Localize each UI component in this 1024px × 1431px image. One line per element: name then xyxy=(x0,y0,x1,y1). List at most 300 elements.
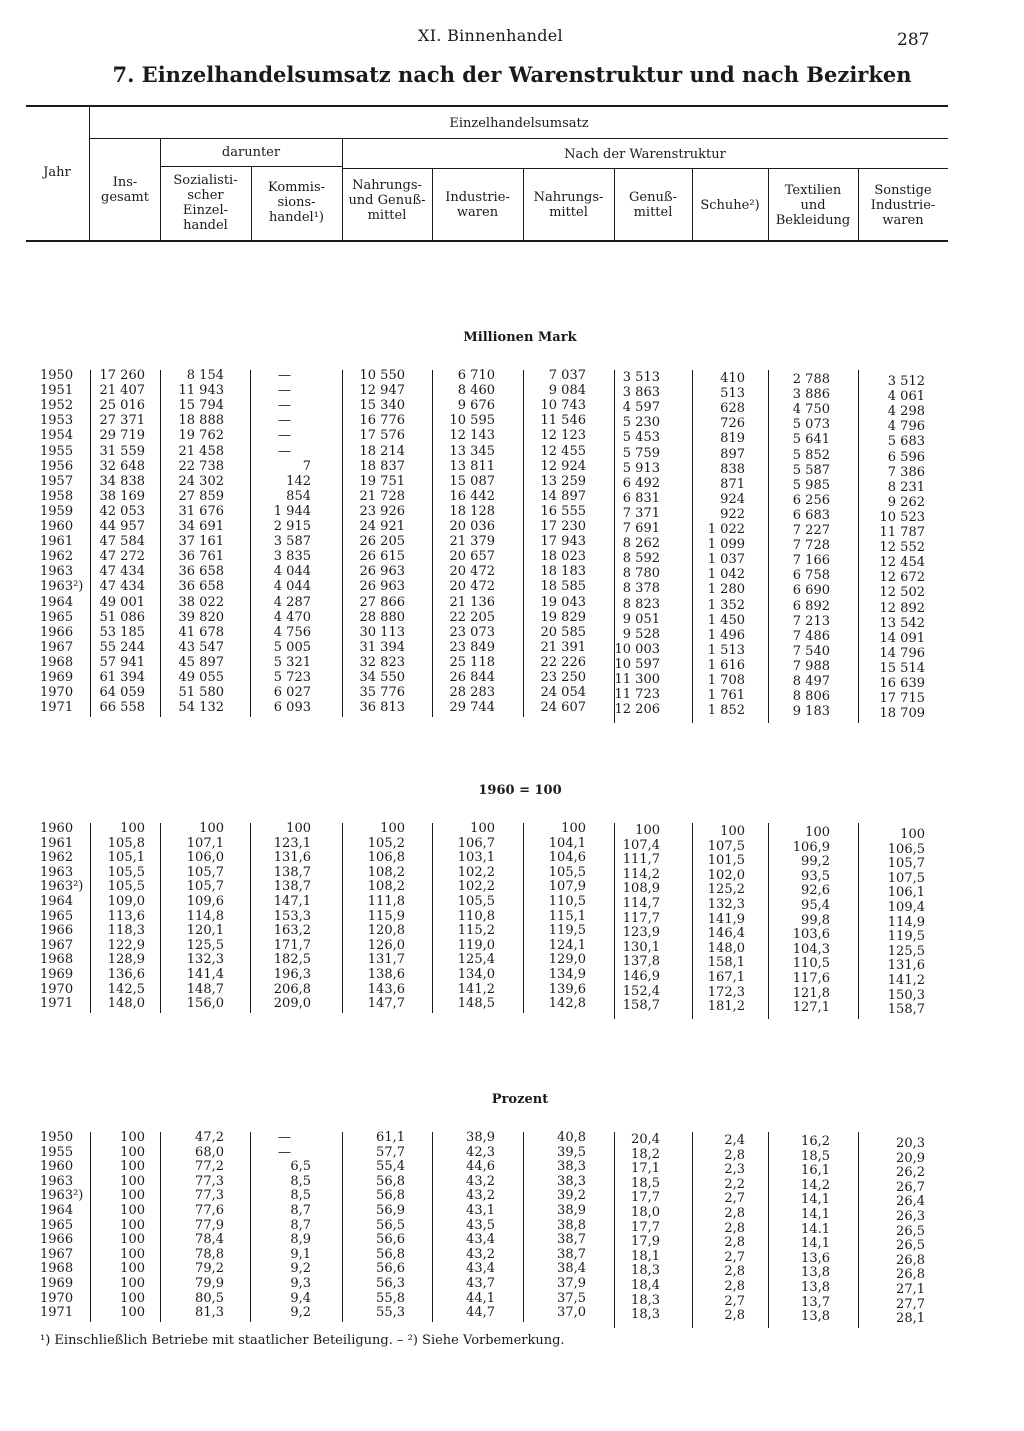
value-cell-nahrungsmittel: 124,1 xyxy=(548,937,586,953)
year-cell: 1951 xyxy=(40,383,74,399)
value-cell-sonstige-industriewaren: 4 298 xyxy=(887,404,925,420)
value-cell-kommissionshandel: 8,9 xyxy=(290,1232,311,1248)
value-cell-textilien-bekleidung: 110,5 xyxy=(792,956,830,972)
col-header-sozialistischer-einzelhandel: Sozialisti- scher Einzel- handel xyxy=(173,173,238,233)
value-cell-sozialistischer-einzelhandel: 8 154 xyxy=(186,368,224,383)
value-cell-schuhe: 2,8 xyxy=(724,1206,745,1221)
value-cell-schuhe: 1 022 xyxy=(707,522,745,537)
value-cell-schuhe: 628 xyxy=(720,401,745,417)
col-header-kommissionshandel: Kommis- sions- handel¹) xyxy=(267,179,326,225)
value-cell-genussmittel: 11 300 xyxy=(614,672,660,687)
value-cell-nahrungs-und-genussmittel: 17 576 xyxy=(359,428,405,444)
value-cell-industriewaren: 44,7 xyxy=(466,1305,495,1321)
value-cell-sozialistischer-einzelhandel: 79,9 xyxy=(195,1276,224,1291)
value-cell-sonstige-industriewaren: 27,7 xyxy=(896,1296,925,1312)
value-cell-sonstige-industriewaren: 7 386 xyxy=(887,464,925,480)
value-cell-industriewaren: 25 118 xyxy=(449,654,495,670)
value-cell-schuhe: 1 042 xyxy=(707,567,745,583)
value-cell-schuhe: 2,7 xyxy=(724,1293,745,1309)
value-cell-textilien-bekleidung: 3 886 xyxy=(792,387,830,403)
header-bottom-rule xyxy=(26,240,948,242)
value-cell-industriewaren: 43,2 xyxy=(466,1188,495,1204)
value-cell-kommissionshandel: 138,7 xyxy=(273,879,311,895)
value-cell-nahrungs-und-genussmittel: 15 340 xyxy=(359,398,405,414)
value-cell-nahrungs-und-genussmittel: 56,9 xyxy=(376,1203,405,1218)
value-cell-sozialistischer-einzelhandel: 81,3 xyxy=(195,1305,224,1321)
value-cell-nahrungs-und-genussmittel: 19 751 xyxy=(359,473,405,489)
value-cell-textilien-bekleidung: 13,7 xyxy=(801,1294,830,1310)
value-cell-nahrungs-und-genussmittel: 56,6 xyxy=(376,1261,405,1277)
value-cell-insgesamt: 128,9 xyxy=(107,952,145,968)
value-cell-sonstige-industriewaren: 27,1 xyxy=(896,1282,925,1297)
value-cell-insgesamt: 100 xyxy=(120,1290,145,1306)
year-cell: 1970 xyxy=(40,981,74,997)
value-cell-nahrungsmittel: 21 391 xyxy=(540,639,586,655)
value-cell-kommissionshandel: — xyxy=(278,398,291,414)
header-einzelhandelsumsatz: Einzelhandelsumsatz xyxy=(449,115,589,131)
value-cell-textilien-bekleidung: 2 788 xyxy=(792,372,830,387)
value-cell-nahrungs-und-genussmittel: 26 205 xyxy=(359,534,405,550)
value-cell-genussmittel: 7 371 xyxy=(622,505,660,521)
value-cell-nahrungs-und-genussmittel: 143,6 xyxy=(367,981,405,997)
value-cell-sonstige-industriewaren: 8 231 xyxy=(887,479,925,495)
value-cell-sonstige-industriewaren: 12 672 xyxy=(879,570,925,586)
value-cell-nahrungsmittel: 38,7 xyxy=(557,1232,586,1248)
value-cell-nahrungs-und-genussmittel: 131,7 xyxy=(367,952,405,968)
value-cell-schuhe: 410 xyxy=(720,371,745,386)
value-cell-kommissionshandel: 171,7 xyxy=(273,937,311,953)
value-cell-industriewaren: 26 844 xyxy=(449,670,495,685)
value-cell-genussmittel: 9 051 xyxy=(622,611,660,627)
value-cell-industriewaren: 20 472 xyxy=(449,579,495,595)
value-cell-sozialistischer-einzelhandel: 68,0 xyxy=(195,1144,224,1160)
value-cell-genussmittel: 18,4 xyxy=(631,1278,660,1293)
value-cell-sozialistischer-einzelhandel: 156,0 xyxy=(186,996,224,1012)
year-cell: 1969 xyxy=(40,967,74,982)
value-cell-sonstige-industriewaren: 14 796 xyxy=(879,645,925,661)
value-cell-sozialistischer-einzelhandel: 36 761 xyxy=(178,549,224,565)
value-cell-insgesamt: 122,9 xyxy=(107,937,145,953)
value-cell-schuhe: 148,0 xyxy=(707,940,745,956)
value-cell-textilien-bekleidung: 106,9 xyxy=(792,839,830,855)
value-cell-schuhe: 2,3 xyxy=(724,1162,745,1178)
value-cell-textilien-bekleidung: 14,1 xyxy=(801,1192,830,1208)
value-cell-schuhe: 2,8 xyxy=(724,1235,745,1251)
value-cell-sonstige-industriewaren: 11 787 xyxy=(879,525,925,540)
value-cell-kommissionshandel: 196,3 xyxy=(273,967,311,982)
value-cell-industriewaren: 43,4 xyxy=(466,1261,495,1277)
value-cell-insgesamt: 66 558 xyxy=(99,700,145,716)
year-cell: 1968 xyxy=(40,952,74,968)
value-cell-kommissionshandel: 9,2 xyxy=(290,1305,311,1321)
year-cell: 1950 xyxy=(40,368,74,383)
value-cell-sonstige-industriewaren: 20,9 xyxy=(896,1150,925,1166)
value-cell-sonstige-industriewaren: 20,3 xyxy=(896,1136,925,1151)
value-cell-nahrungs-und-genussmittel: 56,3 xyxy=(376,1276,405,1291)
value-cell-sonstige-industriewaren: 114,9 xyxy=(887,914,925,930)
year-cell: 1967 xyxy=(40,937,74,953)
value-cell-sonstige-industriewaren: 4 796 xyxy=(887,419,925,435)
value-cell-kommissionshandel: 9,1 xyxy=(290,1246,311,1262)
value-cell-kommissionshandel: 182,5 xyxy=(273,952,311,968)
value-cell-insgesamt: 100 xyxy=(120,1217,145,1233)
year-cell: 1962 xyxy=(40,549,74,565)
year-cell: 1965 xyxy=(40,1217,74,1233)
value-cell-genussmittel: 114,7 xyxy=(622,896,660,911)
value-cell-sozialistischer-einzelhandel: 100 xyxy=(199,821,224,836)
value-cell-textilien-bekleidung: 13,6 xyxy=(801,1250,830,1266)
value-cell-industriewaren: 44,1 xyxy=(466,1290,495,1306)
value-cell-nahrungsmittel: 38,4 xyxy=(557,1261,586,1277)
value-cell-kommissionshandel: 206,8 xyxy=(273,981,311,997)
value-cell-sonstige-industriewaren: 16 639 xyxy=(879,676,925,691)
value-cell-industriewaren: 102,2 xyxy=(457,879,495,895)
header-nach-warenstruktur: Nach der Warenstruktur xyxy=(564,146,726,162)
value-cell-nahrungsmittel: 17 230 xyxy=(540,519,586,534)
section-label-millionen-mark: Millionen Mark xyxy=(463,330,577,345)
value-cell-kommissionshandel: 138,7 xyxy=(273,864,311,880)
value-cell-sonstige-industriewaren: 141,2 xyxy=(887,973,925,988)
value-cell-nahrungs-und-genussmittel: 30 113 xyxy=(359,624,405,640)
col-header-nahrungs-und-genussmittel: Nahrungs- und Genuß- mittel xyxy=(348,177,426,223)
value-cell-industriewaren: 13 345 xyxy=(449,443,495,459)
value-cell-genussmittel: 8 262 xyxy=(622,536,660,552)
value-cell-sozialistischer-einzelhandel: 77,9 xyxy=(195,1217,224,1233)
value-cell-schuhe: 924 xyxy=(720,491,745,507)
value-cell-textilien-bekleidung: 121,8 xyxy=(792,985,830,1001)
value-cell-genussmittel: 107,4 xyxy=(622,837,660,853)
value-cell-nahrungsmittel: 11 546 xyxy=(540,413,586,429)
year-cell: 1955 xyxy=(40,443,74,459)
value-cell-sozialistischer-einzelhandel: 22 738 xyxy=(178,458,224,474)
value-cell-sozialistischer-einzelhandel: 36 658 xyxy=(178,579,224,595)
value-cell-schuhe: 1 037 xyxy=(707,552,745,568)
value-cell-genussmittel: 10 003 xyxy=(614,641,660,657)
value-cell-textilien-bekleidung: 5 852 xyxy=(792,447,830,463)
value-cell-insgesamt: 55 244 xyxy=(99,639,145,655)
value-cell-genussmittel: 8 780 xyxy=(622,566,660,582)
value-cell-schuhe: 101,5 xyxy=(707,853,745,869)
value-cell-nahrungsmittel: 110,5 xyxy=(548,894,586,909)
value-cell-sonstige-industriewaren: 125,5 xyxy=(887,943,925,959)
value-cell-nahrungsmittel: 19 829 xyxy=(540,609,586,625)
value-cell-nahrungs-und-genussmittel: 56,6 xyxy=(376,1232,405,1248)
value-cell-schuhe: 871 xyxy=(720,476,745,492)
value-cell-industriewaren: 29 744 xyxy=(449,700,495,716)
value-cell-nahrungsmittel: 23 250 xyxy=(540,670,586,685)
value-cell-sonstige-industriewaren: 100 xyxy=(900,827,925,842)
value-cell-schuhe: 102,0 xyxy=(707,867,745,883)
value-cell-genussmittel: 137,8 xyxy=(622,954,660,970)
value-cell-industriewaren: 21 379 xyxy=(449,534,495,550)
value-cell-industriewaren: 8 460 xyxy=(457,383,495,399)
value-cell-industriewaren: 43,5 xyxy=(466,1217,495,1233)
value-cell-sozialistischer-einzelhandel: 132,3 xyxy=(186,952,224,968)
value-cell-sozialistischer-einzelhandel: 105,7 xyxy=(186,879,224,895)
value-cell-nahrungsmittel: 38,3 xyxy=(557,1159,586,1175)
value-cell-nahrungs-und-genussmittel: 18 214 xyxy=(359,443,405,459)
value-cell-textilien-bekleidung: 100 xyxy=(805,825,830,840)
value-cell-nahrungsmittel: 12 455 xyxy=(540,443,586,459)
value-cell-insgesamt: 105,8 xyxy=(107,835,145,851)
year-cell: 1963 xyxy=(40,564,74,580)
value-cell-nahrungsmittel: 12 123 xyxy=(540,428,586,444)
value-cell-industriewaren: 134,0 xyxy=(457,967,495,982)
value-cell-nahrungsmittel: 134,9 xyxy=(548,967,586,982)
value-cell-schuhe: 1 450 xyxy=(707,612,745,628)
value-cell-genussmittel: 18,3 xyxy=(631,1292,660,1308)
year-cell: 1965 xyxy=(40,609,74,625)
value-cell-industriewaren: 43,2 xyxy=(466,1173,495,1189)
value-cell-insgesamt: 100 xyxy=(120,1159,145,1175)
value-cell-nahrungs-und-genussmittel: 111,8 xyxy=(367,894,405,909)
value-cell-industriewaren: 20 657 xyxy=(449,549,495,565)
col-header-genussmittel: Genuß- mittel xyxy=(629,190,677,220)
year-cell: 1960 xyxy=(40,1159,74,1175)
value-cell-sozialistischer-einzelhandel: 77,6 xyxy=(195,1203,224,1218)
value-cell-sozialistischer-einzelhandel: 31 676 xyxy=(178,503,224,519)
value-cell-insgesamt: 100 xyxy=(120,1188,145,1204)
year-cell: 1957 xyxy=(40,473,74,489)
value-cell-kommissionshandel: 8,7 xyxy=(290,1217,311,1233)
year-cell: 1968 xyxy=(40,1261,74,1277)
value-cell-genussmittel: 158,7 xyxy=(622,998,660,1014)
year-cell: 1964 xyxy=(40,1203,74,1218)
value-cell-kommissionshandel: 131,6 xyxy=(273,850,311,866)
value-cell-kommissionshandel: 209,0 xyxy=(273,996,311,1012)
value-cell-nahrungsmittel: 37,0 xyxy=(557,1305,586,1321)
value-cell-schuhe: 1 513 xyxy=(707,642,745,658)
value-cell-textilien-bekleidung: 7 988 xyxy=(792,658,830,674)
value-cell-schuhe: 1 761 xyxy=(707,688,745,704)
value-cell-genussmittel: 117,7 xyxy=(622,910,660,926)
year-cell: 1950 xyxy=(40,1130,74,1145)
value-cell-nahrungs-und-genussmittel: 26 615 xyxy=(359,549,405,565)
value-cell-textilien-bekleidung: 14,1 xyxy=(801,1207,830,1222)
value-cell-kommissionshandel: 7 xyxy=(302,458,311,474)
value-cell-textilien-bekleidung: 13,8 xyxy=(801,1280,830,1295)
value-cell-sozialistischer-einzelhandel: 38 022 xyxy=(178,594,224,610)
value-cell-industriewaren: 43,2 xyxy=(466,1246,495,1262)
value-cell-insgesamt: 49 001 xyxy=(99,594,145,610)
year-cell: 1959 xyxy=(40,503,74,519)
value-cell-nahrungs-und-genussmittel: 10 550 xyxy=(359,368,405,383)
value-cell-nahrungsmittel: 22 226 xyxy=(540,654,586,670)
year-cell: 1962 xyxy=(40,850,74,866)
value-cell-schuhe: 819 xyxy=(720,431,745,447)
year-cell: 1967 xyxy=(40,1246,74,1262)
value-cell-genussmittel: 5 913 xyxy=(622,460,660,476)
value-cell-nahrungs-und-genussmittel: 12 947 xyxy=(359,383,405,399)
value-cell-sozialistischer-einzelhandel: 148,7 xyxy=(186,981,224,997)
value-cell-textilien-bekleidung: 5 587 xyxy=(792,462,830,478)
value-cell-industriewaren: 13 811 xyxy=(449,458,495,474)
value-cell-insgesamt: 142,5 xyxy=(107,981,145,997)
value-cell-genussmittel: 111,7 xyxy=(622,852,660,868)
value-cell-nahrungs-und-genussmittel: 108,2 xyxy=(367,879,405,895)
value-cell-schuhe: 726 xyxy=(720,416,745,432)
value-cell-industriewaren: 110,8 xyxy=(457,908,495,924)
value-cell-industriewaren: 105,5 xyxy=(457,894,495,909)
value-cell-textilien-bekleidung: 5 641 xyxy=(792,432,830,448)
value-cell-schuhe: 2,8 xyxy=(724,1147,745,1163)
value-cell-textilien-bekleidung: 95,4 xyxy=(801,898,830,913)
value-cell-insgesamt: 100 xyxy=(120,1246,145,1262)
value-cell-insgesamt: 53 185 xyxy=(99,624,145,640)
year-cell: 1960 xyxy=(40,519,74,534)
value-cell-genussmittel: 18,3 xyxy=(631,1263,660,1279)
value-cell-textilien-bekleidung: 103,6 xyxy=(792,927,830,943)
value-cell-genussmittel: 18,5 xyxy=(631,1175,660,1191)
value-cell-nahrungs-und-genussmittel: 56,8 xyxy=(376,1246,405,1262)
value-cell-kommissionshandel: 5 723 xyxy=(273,670,311,685)
value-cell-insgesamt: 105,5 xyxy=(107,879,145,895)
value-cell-kommissionshandel: 4 756 xyxy=(273,624,311,640)
value-cell-sozialistischer-einzelhandel: 19 762 xyxy=(178,428,224,444)
value-cell-insgesamt: 57 941 xyxy=(99,654,145,670)
value-cell-nahrungs-und-genussmittel: 36 813 xyxy=(359,700,405,716)
value-cell-schuhe: 1 099 xyxy=(707,537,745,553)
value-cell-insgesamt: 113,6 xyxy=(107,908,145,924)
value-cell-genussmittel: 17,9 xyxy=(631,1234,660,1250)
value-cell-sozialistischer-einzelhandel: 27 859 xyxy=(178,488,224,504)
value-cell-nahrungsmittel: 119,5 xyxy=(548,923,586,939)
value-cell-industriewaren: 28 283 xyxy=(449,685,495,701)
year-cell: 1956 xyxy=(40,458,74,474)
value-cell-sonstige-industriewaren: 26,2 xyxy=(896,1165,925,1181)
value-cell-nahrungs-und-genussmittel: 34 550 xyxy=(359,670,405,685)
year-cell: 1963²) xyxy=(40,1188,84,1204)
value-cell-kommissionshandel: 3 835 xyxy=(273,549,311,565)
value-cell-nahrungs-und-genussmittel: 26 963 xyxy=(359,564,405,580)
value-cell-schuhe: 2,4 xyxy=(724,1133,745,1148)
value-cell-insgesamt: 34 838 xyxy=(99,473,145,489)
value-cell-insgesamt: 47 434 xyxy=(99,564,145,580)
value-cell-insgesamt: 148,0 xyxy=(107,996,145,1012)
value-cell-industriewaren: 148,5 xyxy=(457,996,495,1012)
value-cell-sozialistischer-einzelhandel: 79,2 xyxy=(195,1261,224,1277)
value-cell-nahrungsmittel: 104,6 xyxy=(548,850,586,866)
value-cell-sozialistischer-einzelhandel: 18 888 xyxy=(178,413,224,429)
value-cell-genussmittel: 8 592 xyxy=(622,551,660,567)
value-cell-insgesamt: 105,5 xyxy=(107,864,145,880)
value-cell-sonstige-industriewaren: 18 709 xyxy=(879,706,925,722)
value-cell-textilien-bekleidung: 14.1 xyxy=(801,1221,830,1237)
value-cell-kommissionshandel: — xyxy=(278,413,291,429)
value-cell-nahrungsmittel: 18 023 xyxy=(540,549,586,565)
value-cell-schuhe: 125,2 xyxy=(707,882,745,898)
value-cell-textilien-bekleidung: 93,5 xyxy=(801,868,830,884)
value-cell-sozialistischer-einzelhandel: 37 161 xyxy=(178,534,224,550)
value-cell-schuhe: 1 280 xyxy=(707,582,745,598)
value-cell-industriewaren: 23 073 xyxy=(449,624,495,640)
value-cell-kommissionshandel: — xyxy=(278,428,291,444)
value-cell-kommissionshandel: 100 xyxy=(286,821,311,836)
value-cell-insgesamt: 100 xyxy=(120,1276,145,1291)
value-cell-nahrungs-und-genussmittel: 31 394 xyxy=(359,639,405,655)
value-cell-nahrungsmittel: 38,3 xyxy=(557,1173,586,1189)
value-cell-insgesamt: 105,1 xyxy=(107,850,145,866)
value-cell-industriewaren: 102,2 xyxy=(457,864,495,880)
value-cell-industriewaren: 42,3 xyxy=(466,1144,495,1160)
value-cell-nahrungs-und-genussmittel: 106,8 xyxy=(367,850,405,866)
value-cell-kommissionshandel: 9,3 xyxy=(290,1276,311,1291)
value-cell-sonstige-industriewaren: 26,5 xyxy=(896,1223,925,1239)
value-cell-industriewaren: 20 472 xyxy=(449,564,495,580)
value-cell-sonstige-industriewaren: 17 715 xyxy=(879,691,925,707)
value-cell-kommissionshandel: 6 093 xyxy=(273,700,311,716)
value-cell-kommissionshandel: 4 044 xyxy=(273,564,311,580)
value-cell-insgesamt: 47 434 xyxy=(99,579,145,595)
value-cell-insgesamt: 44 957 xyxy=(99,519,145,534)
value-cell-industriewaren: 21 136 xyxy=(449,594,495,610)
value-cell-genussmittel: 7 691 xyxy=(622,521,660,536)
value-cell-sonstige-industriewaren: 5 683 xyxy=(887,434,925,450)
year-cell: 1960 xyxy=(40,821,74,836)
page-number: 287 xyxy=(897,30,930,50)
value-cell-textilien-bekleidung: 7 213 xyxy=(792,613,830,629)
value-cell-sonstige-industriewaren: 26,8 xyxy=(896,1267,925,1283)
value-cell-insgesamt: 100 xyxy=(120,1261,145,1277)
value-cell-textilien-bekleidung: 5 985 xyxy=(792,477,830,493)
value-cell-kommissionshandel: 153,3 xyxy=(273,908,311,924)
value-cell-nahrungsmittel: 19 043 xyxy=(540,594,586,610)
value-cell-sozialistischer-einzelhandel: 21 458 xyxy=(178,443,224,459)
value-cell-nahrungs-und-genussmittel: 108,2 xyxy=(367,864,405,880)
value-cell-genussmittel: 146,9 xyxy=(622,969,660,984)
value-cell-sonstige-industriewaren: 105,7 xyxy=(887,856,925,872)
value-cell-nahrungsmittel: 10 743 xyxy=(540,398,586,414)
value-cell-nahrungsmittel: 24 054 xyxy=(540,685,586,701)
col-header-textilien-bekleidung: Textilien und Bekleidung xyxy=(775,182,851,228)
value-cell-industriewaren: 44,6 xyxy=(466,1159,495,1175)
value-cell-sozialistischer-einzelhandel: 80,5 xyxy=(195,1290,224,1306)
value-cell-genussmittel: 114,2 xyxy=(622,866,660,882)
value-cell-sonstige-industriewaren: 13 542 xyxy=(879,615,925,631)
value-cell-nahrungs-und-genussmittel: 27 866 xyxy=(359,594,405,610)
value-cell-nahrungs-und-genussmittel: 115,9 xyxy=(367,908,405,924)
value-cell-insgesamt: 136,6 xyxy=(107,967,145,982)
value-cell-insgesamt: 100 xyxy=(120,821,145,836)
value-cell-genussmittel: 5 453 xyxy=(622,430,660,446)
value-cell-textilien-bekleidung: 6 683 xyxy=(792,507,830,523)
year-cell: 1953 xyxy=(40,413,74,429)
value-cell-insgesamt: 27 371 xyxy=(99,413,145,429)
value-cell-sonstige-industriewaren: 26,3 xyxy=(896,1209,925,1224)
value-cell-industriewaren: 23 849 xyxy=(449,639,495,655)
value-cell-nahrungsmittel: 38,7 xyxy=(557,1246,586,1262)
value-cell-insgesamt: 32 648 xyxy=(99,458,145,474)
table-title: 7. Einzelhandelsumsatz nach der Warenstruktur und nach Bezirken xyxy=(112,62,912,87)
value-cell-textilien-bekleidung: 18,5 xyxy=(801,1148,830,1164)
value-cell-genussmittel: 6 492 xyxy=(622,475,660,491)
value-cell-schuhe: 922 xyxy=(720,506,745,522)
value-cell-nahrungsmittel: 139,6 xyxy=(548,981,586,997)
value-cell-textilien-bekleidung: 14,1 xyxy=(801,1236,830,1252)
value-cell-industriewaren: 38,9 xyxy=(466,1130,495,1145)
value-cell-kommissionshandel: — xyxy=(278,368,291,383)
value-cell-sozialistischer-einzelhandel: 78,8 xyxy=(195,1246,224,1262)
value-cell-kommissionshandel: 8,7 xyxy=(290,1203,311,1218)
value-cell-sozialistischer-einzelhandel: 45 897 xyxy=(178,654,224,670)
value-cell-industriewaren: 115,2 xyxy=(457,923,495,939)
value-cell-sozialistischer-einzelhandel: 15 794 xyxy=(178,398,224,414)
col-header-nahrungsmittel: Nahrungs- mittel xyxy=(533,190,604,220)
value-cell-nahrungs-und-genussmittel: 18 837 xyxy=(359,458,405,474)
value-cell-sozialistischer-einzelhandel: 43 547 xyxy=(178,639,224,655)
value-cell-insgesamt: 100 xyxy=(120,1144,145,1160)
value-cell-nahrungsmittel: 40,8 xyxy=(557,1130,586,1145)
